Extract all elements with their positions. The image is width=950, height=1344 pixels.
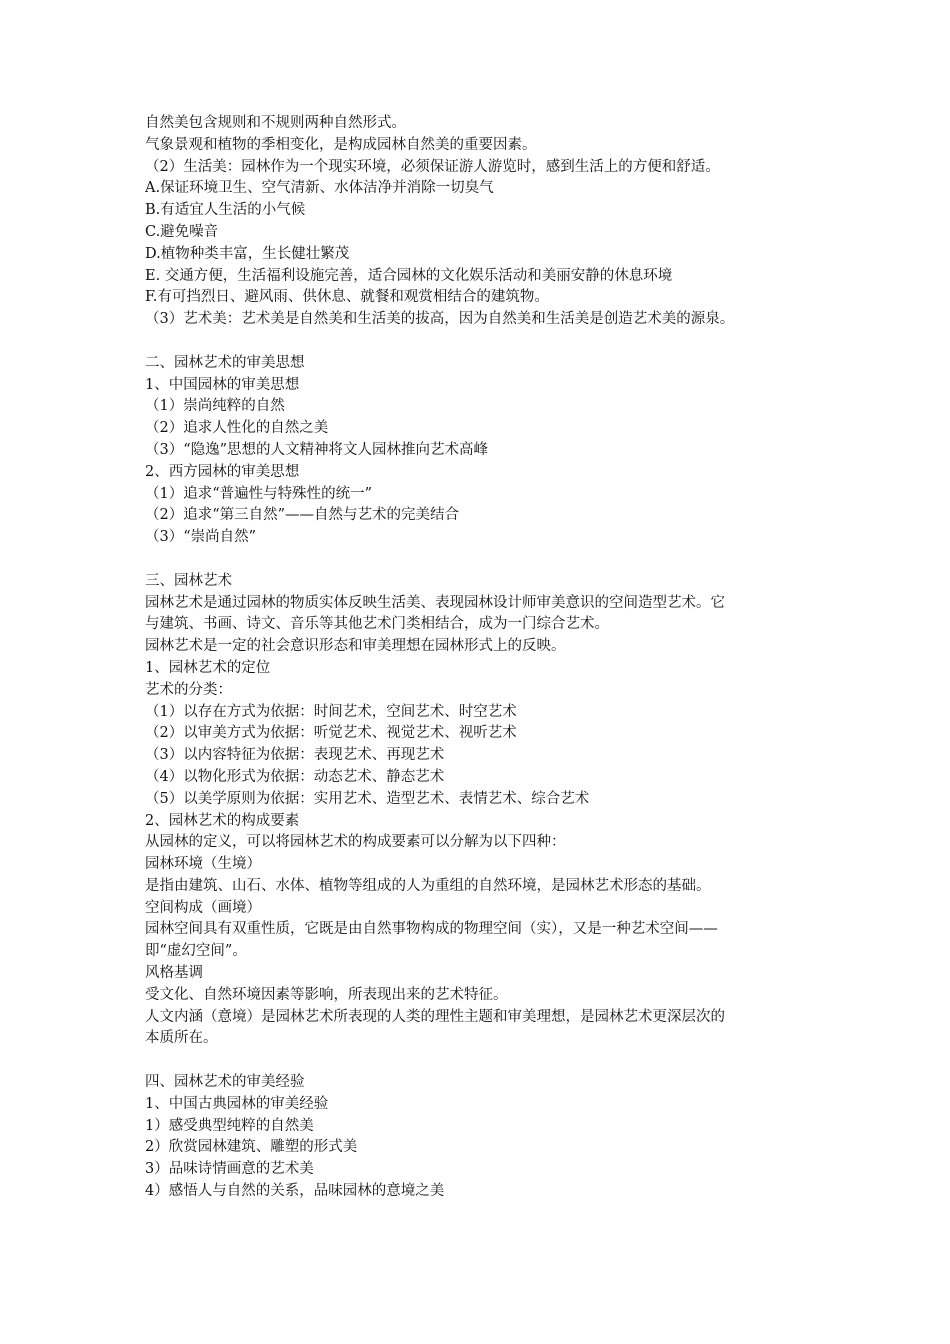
- subsection-heading: 1、中国古典园林的审美经验: [145, 1095, 329, 1112]
- blank-line: [145, 1050, 813, 1072]
- text-line: 本质所在。: [145, 1030, 218, 1047]
- text-line: （3）以内容特征为依据：表现艺术、再现艺术: [145, 747, 445, 764]
- text-line: 是指由建筑、山石、水体、植物等组成的人为重组的自然环境，是园林艺术形态的基础。: [145, 877, 711, 894]
- document-body: [145, 113, 813, 1203]
- text-line: 即“虚幻空间”。: [145, 943, 247, 960]
- text-line: 园林空间具有双重性质，它既是由自然事物构成的物理空间（实），又是一种艺术空间——: [145, 921, 718, 938]
- text-line: （5）以美学原则为依据：实用艺术、造型艺术、表情艺术、综合艺术: [145, 790, 590, 807]
- text-line: B.有适宜人生活的小气候: [145, 202, 306, 219]
- text-line: A.保证环境卫生、空气清新、水体洁净并消除一切臭气: [145, 180, 494, 197]
- text-line: （1）以存在方式为依据：时间艺术，空间艺术、时空艺术: [145, 703, 517, 720]
- subsection-heading: 1、中国园林的审美思想: [145, 376, 300, 393]
- text-line: 3）品味诗情画意的艺术美: [145, 1161, 314, 1178]
- text-line: 2）欣赏园林建筑、雕塑的形式美: [145, 1139, 358, 1156]
- text-line: 园林艺术是通过园林的物质实体反映生活美、表现园林设计师审美意识的空间造型艺术。它: [145, 594, 725, 611]
- text-line: 自然美包含规则和不规则两种自然形式。: [145, 115, 406, 131]
- text-line: （1）崇尚纯粹的自然: [145, 398, 285, 415]
- text-line: （4）以物化形式为依据：动态艺术、静态艺术: [145, 768, 445, 785]
- text-line: （3）“崇尚自然”: [145, 529, 257, 546]
- subsection-heading: 1、园林艺术的定位: [145, 659, 271, 676]
- text-line: 空间构成（画境）: [145, 899, 261, 916]
- text-line: 园林艺术是一定的社会意识形态和审美理想在园林形式上的反映。: [145, 638, 566, 655]
- blank-line: [145, 331, 813, 353]
- section-heading: 三、园林艺术: [145, 572, 232, 589]
- subsection-heading: 2、西方园林的审美思想: [145, 463, 300, 480]
- text-line: （3）“隐逸”思想的人文精神将文人园林推向艺术高峰: [145, 441, 489, 458]
- section-heading: 二、园林艺术的审美思想: [145, 354, 305, 371]
- text-line: 从园林的定义，可以将园林艺术的构成要素可以分解为以下四种：: [145, 834, 566, 851]
- text-line: （2）追求人性化的自然之美: [145, 420, 329, 437]
- text-line: F.有可挡烈日、避风雨、供休息、就餐和观赏相结合的建筑物。: [145, 289, 549, 306]
- text-line: （2）追求“第三自然”——自然与艺术的完美结合: [145, 507, 460, 524]
- text-line: 艺术的分类：: [145, 681, 232, 698]
- section-heading: 四、园林艺术的审美经验: [145, 1074, 305, 1091]
- text-line: C.避免噪音: [145, 223, 219, 240]
- subsection-heading: 2、园林艺术的构成要素: [145, 812, 300, 829]
- text-line: （2）以审美方式为依据：听觉艺术、视觉艺术、视听艺术: [145, 725, 517, 742]
- text-line: 人文内涵（意境）是园林艺术所表现的人类的理性主题和审美理想，是园林艺术更深层次的: [145, 1008, 725, 1025]
- text-line: 受文化、自然环境因素等影响，所表现出来的艺术特征。: [145, 986, 508, 1003]
- text-line: （1）追求“普遍性与特殊性的统一”: [145, 485, 373, 502]
- text-line: 4）感悟人与自然的关系，品味园林的意境之美: [145, 1183, 445, 1200]
- text-line: D.植物种类丰富，生长健壮繁茂: [145, 245, 350, 262]
- text-line: 风格基调: [145, 965, 203, 982]
- text-line: （3）艺术美：艺术美是自然美和生活美的拔高，因为自然美和生活美是创造艺术美的源泉。: [145, 311, 735, 328]
- text-line: 与建筑、书画、诗文、音乐等其他艺术门类相结合，成为一门综合艺术。: [145, 616, 609, 633]
- blank-line: [145, 549, 813, 571]
- text-line: 1）感受典型纯粹的自然美: [145, 1117, 314, 1134]
- text-line: E. 交通方便，生活福利设施完善，适合园林的文化娱乐活动和美丽安静的休息环境: [145, 267, 673, 284]
- text-line: （2）生活美：园林作为一个现实环境，必须保证游人游览时，感到生活上的方便和舒适。: [145, 158, 720, 175]
- text-line: 园林环境（生境）: [145, 856, 261, 873]
- text-line: 气象景观和植物的季相变化，是构成园林自然美的重要因素。: [145, 136, 537, 153]
